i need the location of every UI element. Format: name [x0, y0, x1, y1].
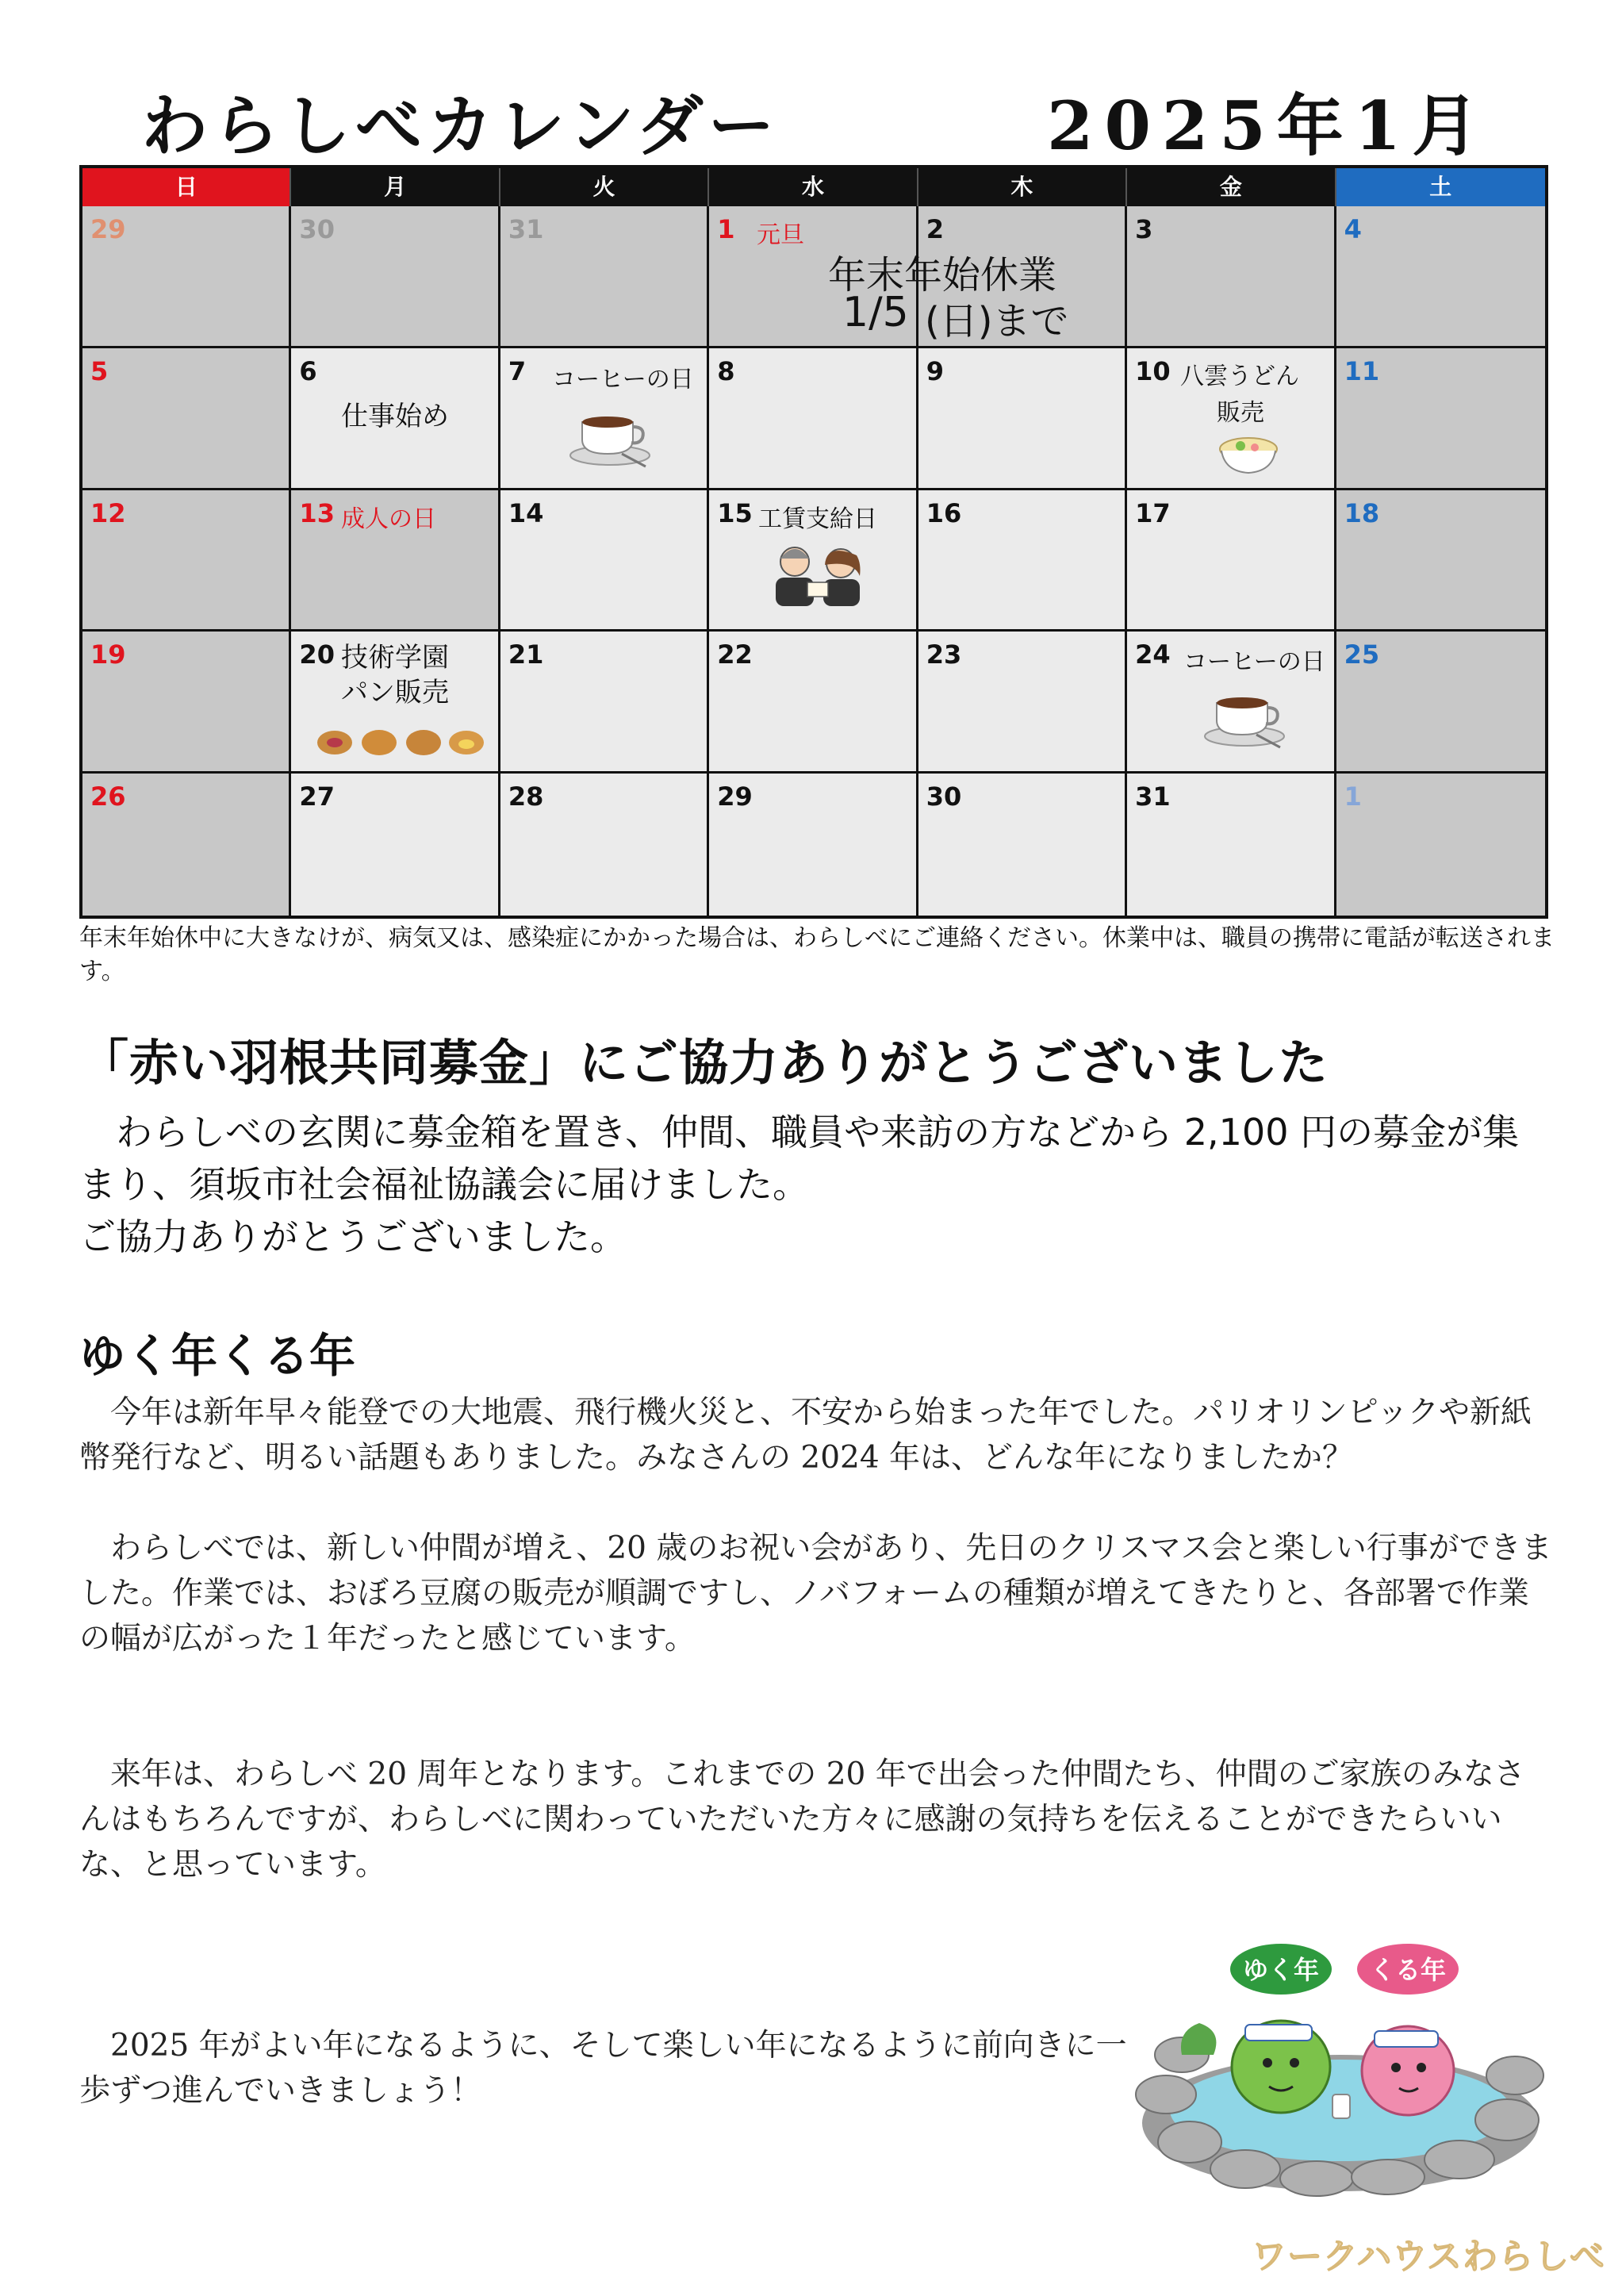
day-number: 6	[299, 355, 317, 386]
day-number: 14	[508, 497, 544, 528]
event-holiday-title: 年末年始休業	[828, 253, 1057, 298]
day-number: 23	[926, 639, 962, 670]
weekday-header-cell: 金	[1127, 168, 1336, 206]
calendar-day-cell	[291, 774, 500, 916]
day-number: 1	[717, 214, 735, 244]
paragraph: 2025 年がよい年になるように、そして楽しい年になるように前向きに一歩ずつ進んでいきましょう！	[79, 2028, 1127, 2109]
paragraph: わらしべでは、新しい仲間が増え、20 歳のお祝い会があり、先日のクリスマス会と楽しい行事ができました。作業では、おぼろ豆腐の販売が順調ですし、ノバフォームの種類が増えてきたりと、各部署で作業の幅が広がった１年だったと感じています。	[79, 1530, 1552, 1657]
day-number: 7	[508, 355, 527, 386]
weekday-header-cell: 火	[500, 168, 709, 206]
people-handing-envelope-icon	[766, 541, 869, 608]
event-bread-2: パン販売	[341, 677, 449, 708]
day-number: 31	[508, 214, 544, 244]
day-number: 30	[299, 214, 335, 244]
calendar-day-cell	[1127, 206, 1336, 348]
calendar-day-cell	[1336, 774, 1545, 916]
day-number: 27	[299, 781, 335, 812]
event-coffee-24: コーヒーの日	[1183, 648, 1325, 676]
day-number: 29	[90, 214, 126, 244]
calendar-day-cell	[709, 774, 918, 916]
day-number: 12	[90, 497, 126, 528]
year-end-para-4	[79, 2023, 1142, 2114]
calendar-day-cell	[291, 206, 500, 348]
day-number: 20	[299, 639, 335, 670]
paragraph: 今年は新年早々能登での大地震、飛行機火災と、不安から始まった年でした。パリオリンピックや新紙幣発行など、明るい話題もありました。みなさんの 2024 年は、どんな年になりましたか？	[79, 1395, 1532, 1476]
year-end-para-2	[79, 1526, 1555, 1661]
day-number: 9	[926, 355, 944, 386]
weekday-header-cell: 日	[82, 168, 291, 206]
weekday-header-cell: 水	[709, 168, 918, 206]
calendar-day-cell	[82, 348, 291, 490]
day-number: 15	[717, 497, 753, 528]
calendar-day-cell	[82, 490, 291, 632]
event-holiday-until: (日)まで	[925, 299, 1069, 344]
day-number: 1	[1344, 781, 1362, 812]
left-sign-label: ゆく年	[1242, 1955, 1320, 1985]
day-number: 18	[1344, 497, 1380, 528]
calendar-day-cell	[918, 774, 1127, 916]
day-number: 10	[1135, 355, 1171, 386]
event-new-year: 元旦	[757, 221, 804, 249]
calendar-day-cell	[82, 632, 291, 774]
day-number: 29	[717, 781, 753, 812]
calendar-day-cell	[1336, 348, 1545, 490]
day-number: 17	[1135, 497, 1171, 528]
coffee-cup-icon	[566, 398, 654, 471]
calendar-day-cell	[82, 206, 291, 348]
day-number: 3	[1135, 214, 1153, 244]
day-number: 11	[1344, 355, 1380, 386]
calendar-title: わらしべカレンダー	[141, 87, 780, 165]
right-sign-label: くる年	[1369, 1955, 1447, 1985]
paragraph: 来年は、わらしべ 20 周年となります。これまでの 20 年で出会った仲間たち、仲間のご家族のみなさんはもちろんですが、わらしべに関わっていただいた方々に感謝の気持ちを伝えることができたらいいな、と思っています。	[79, 1757, 1525, 1883]
weekday-header-cell: 土	[1336, 168, 1545, 206]
year-month: 2025年1月	[1047, 86, 1490, 165]
day-number: 28	[508, 781, 544, 812]
event-wage-day: 工賃支給日	[758, 505, 877, 533]
day-number: 8	[717, 355, 735, 386]
event-udon-2: 販売	[1217, 399, 1264, 427]
weekday-header-cell: 木	[918, 168, 1127, 206]
year-end-heading: ゆく年くる年	[79, 1329, 356, 1383]
donation-text: わらしべの玄関に募金箱を置き、仲間、職員や来訪の方などから 2,100 円の募金が集まり、須坂市社会福祉協議会に届けました。	[79, 1111, 1520, 1206]
year-end-para-1	[79, 1390, 1555, 1480]
calendar-day-cell	[1336, 206, 1545, 348]
calendar-day-cell	[918, 632, 1127, 774]
day-number: 24	[1135, 639, 1171, 670]
calendar-day-cell	[918, 490, 1127, 632]
event-holiday-date: 1/5	[842, 289, 909, 336]
day-number: 22	[717, 639, 753, 670]
event-work-start: 仕事始め	[341, 401, 449, 432]
calendar-day-cell	[500, 206, 709, 348]
brand-logo-text: ワークハウスわらしべ	[1252, 2236, 1606, 2277]
event-udon-1: 八雲うどん	[1180, 363, 1299, 390]
calendar-day-cell	[709, 632, 918, 774]
event-coffee-7: コーヒーの日	[552, 366, 694, 394]
donation-thanks: ご協力ありがとうございました。	[79, 1215, 627, 1258]
year-end-para-3	[79, 1752, 1555, 1887]
weekday-header-cell: 月	[291, 168, 500, 206]
calendar-day-cell	[500, 490, 709, 632]
calendar-day-cell	[1127, 490, 1336, 632]
day-number: 26	[90, 781, 126, 812]
holiday-notice: 年末年始休中に大きなけが、病気又は、感染症にかかった場合は、わらしべにご連絡ください。休業中は、職員の携帯に電話が転送されます。	[79, 924, 1555, 985]
event-bread-1: 技術学園	[341, 642, 449, 674]
donation-heading: 「赤い羽根共同募金」にご協力ありがとうございました	[79, 1034, 1329, 1092]
donation-body	[79, 1106, 1555, 1263]
weekday-header	[82, 168, 1545, 206]
calendar-day-cell	[1336, 632, 1545, 774]
day-number: 5	[90, 355, 109, 386]
coffee-cup-icon	[1201, 679, 1288, 752]
bread-icon	[313, 724, 487, 758]
day-number: 2	[926, 214, 944, 244]
udon-bowl-icon	[1217, 430, 1280, 478]
day-number: 19	[90, 639, 126, 670]
calendar-day-cell	[1336, 490, 1545, 632]
calendar-day-cell	[918, 348, 1127, 490]
day-number: 4	[1344, 214, 1362, 244]
day-number: 13	[299, 497, 335, 528]
event-coming-of-age: 成人の日	[341, 505, 436, 533]
day-number: 31	[1135, 781, 1171, 812]
day-number: 25	[1344, 639, 1380, 670]
calendar-grid	[79, 165, 1548, 919]
day-number: 30	[926, 781, 962, 812]
calendar-day-cell	[709, 348, 918, 490]
calendar-day-cell	[82, 774, 291, 916]
calendar-day-cell	[500, 774, 709, 916]
day-number: 16	[926, 497, 962, 528]
hot-spring-dragon-snake-illustration	[1134, 1936, 1547, 2198]
day-number: 21	[508, 639, 544, 670]
calendar-day-cell	[1127, 774, 1336, 916]
calendar-day-cell	[500, 632, 709, 774]
